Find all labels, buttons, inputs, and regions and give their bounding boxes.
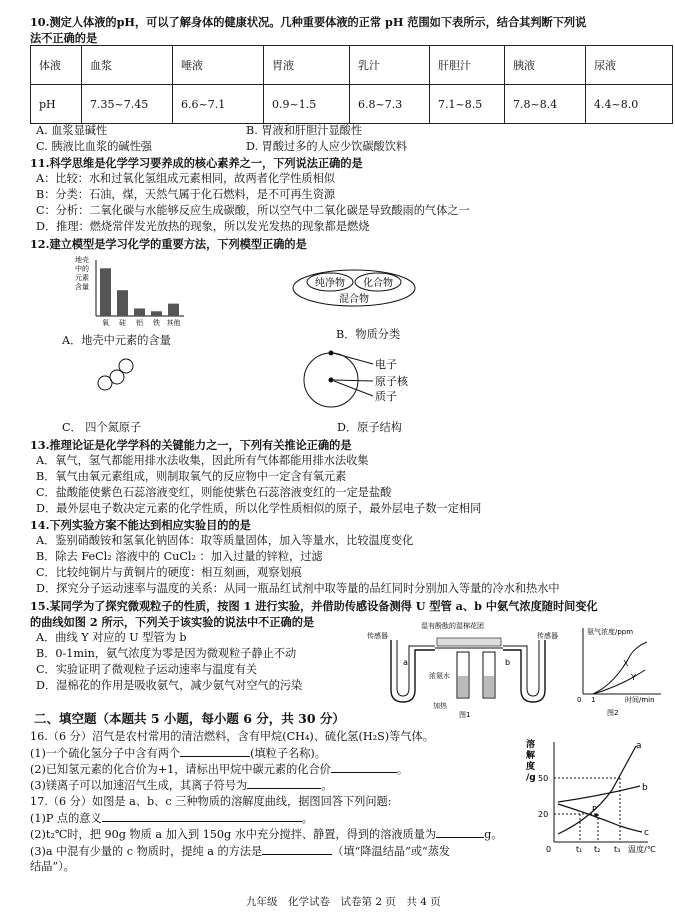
q12-caption-b: B．物质分类 (336, 328, 401, 341)
solubility-curve-graph (520, 738, 670, 854)
q13-option-b: B．氧气由氧元素组成，则制取氧气的反应物中一定含有氧元素 (36, 470, 347, 483)
table-cell: 胰液 (505, 46, 586, 85)
q11-option-b: B：分类：石油，煤，天然气属于化石燃料，是不可再生资源 (36, 188, 336, 201)
q13-stem: 13.推理论证是化学学科的关键能力之一，下列有关推论正确的是 (30, 438, 352, 452)
fig2-t1: 1 (591, 696, 596, 704)
table-cell: 7.1~8.5 (430, 85, 505, 124)
bar-category-label: 其他 (166, 319, 181, 327)
ph-table-header-row (31, 46, 673, 85)
answer-blank[interactable] (247, 777, 321, 789)
q17-line3-text: (3)a 中混有少量的 c 物质时，提纯 a 的方法是 (30, 845, 263, 858)
q16-line3-text: (3)镁离子可以加速沼气生成，其离子符号为 (30, 779, 248, 792)
atom-label-electron: 电子 (375, 358, 397, 371)
q14-stem: 14.下列实验方案不能达到相应实验目的的是 (30, 518, 251, 532)
q17-line1 (30, 810, 313, 827)
fig1-caption: 图1 (459, 711, 471, 719)
bar-氧 (100, 268, 111, 316)
q16-line2-text: (2)已知氢元素的化合价为+1，请标出甲烷中碳元素的化合价 (30, 763, 331, 776)
table-cell: pH (31, 85, 82, 124)
graph-y-tick-50: 50 (538, 774, 549, 783)
u-tube-apparatus-figure (365, 620, 573, 718)
ph-table-value-row (31, 85, 673, 124)
table-cell: 唾液 (173, 46, 264, 85)
table-cell: 6.6~7.1 (173, 85, 264, 124)
fig2-label-y: Y (631, 673, 636, 682)
crust-element-bar-chart (60, 254, 190, 330)
table-cell: 血浆 (82, 46, 173, 85)
q15-option-b: B．0-1min，氨气浓度为零是因为微观粒子静止不动 (36, 647, 297, 660)
q12-caption-a: A．地壳中元素的含量 (62, 334, 171, 347)
graph-ylabel-char: 解 (526, 751, 536, 761)
q16-line2-suffix: 。 (396, 763, 409, 776)
q10-option-d: D. 胃酸过多的人应少饮碳酸饮料 (246, 140, 408, 153)
chart-ylabel-line: 元素 (75, 274, 89, 282)
set-label-pure: 纯净物 (315, 278, 345, 289)
graph-ylabel-char: 溶 (526, 740, 536, 750)
bar-铝 (134, 308, 145, 316)
set-label-mixture: 混合物 (339, 294, 369, 305)
q10-option-c: C. 胰液比血浆的碱性强 (36, 140, 152, 153)
graph-tick-t1: t₁ (576, 845, 583, 854)
table-cell: 6.8~7.3 (350, 85, 430, 124)
answer-blank[interactable] (262, 843, 332, 855)
substance-classification-diagram (292, 268, 418, 308)
section-two-title: 二、填空题（本题共 5 小题，每小题 6 分，共 30 分） (34, 711, 345, 726)
electron-dot (329, 351, 334, 356)
q13-option-a: A．氧气，氢气都能用排水法收集，因此所有气体都能用排水法收集 (36, 454, 369, 467)
q10-option-b: B. 胃液和肝胆汁显酸性 (246, 124, 363, 137)
fig2-caption: 图2 (607, 709, 619, 717)
q10-option-a: A. 血浆显碱性 (36, 124, 108, 137)
q11-option-a: A：比较：水和过氧化氢组成元素相同，故两者化学性质相似 (36, 172, 335, 185)
graph-xlabel: 温度/℃ (628, 845, 656, 854)
bar-category-label: 氧 (102, 319, 109, 327)
q16-line1-suffix: (填粒子名称)。 (250, 747, 326, 760)
table-cell: 胃液 (264, 46, 350, 85)
four-nitrogen-atoms-diagram (96, 352, 156, 402)
curve-label-a: a (636, 741, 642, 751)
q16-stem: 16.（6 分）沼气是农村常用的清洁燃料，含有甲烷(CH₄)、硫化氢(H₂S)等气体。 (30, 730, 434, 743)
graph-ylabel-char: /g (526, 773, 536, 783)
fig1-heat-label: 加热 (433, 702, 447, 710)
q15-option-c: C．实验证明了微观粒子运动速率与温度有关 (36, 663, 258, 676)
table-cell: 乳汁 (350, 46, 430, 85)
q17-stem: 17.（6 分）如图是 a、b、c 三种物质的溶解度曲线，据图回答下列问题: (30, 795, 392, 808)
curve-x (593, 642, 647, 694)
fig1-sensor-right-label: 传感器 (537, 632, 558, 640)
answer-blank[interactable] (180, 745, 250, 757)
q15-stem-line2: 的曲线如图 2 所示，下列关于该实验的说法中不正确的是 (30, 615, 315, 629)
q17-line2-text: (2)t₂℃时，把 90g 物质 a 加入到 150g 水中充分搅拌、静置，得到的溶液质量为 (30, 828, 437, 841)
curve-y (593, 670, 645, 694)
set-label-compound: 化合物 (363, 278, 393, 289)
bar-category-label: 铁 (153, 319, 160, 327)
q17-line3-continued: 结晶”）。 (30, 860, 75, 873)
chart-ylabel-line: 含量 (75, 283, 89, 291)
fig1-cotton-label: 湿有酚酞的湿棉花团 (421, 622, 484, 630)
atom-label-proton: 质子 (375, 390, 397, 403)
answer-blank[interactable] (331, 761, 397, 773)
graph-origin: 0 (546, 845, 552, 854)
atom-circle (98, 376, 112, 390)
page-footer: 九年级 化学试卷 试卷第 2 页 共 4 页 (246, 896, 441, 908)
curve-label-c: c (644, 828, 649, 838)
table-cell: 0.9~1.5 (264, 85, 350, 124)
q17-line3 (30, 843, 450, 860)
q17-line2-suffix: g。 (484, 828, 503, 841)
fig1-sensor-left-label: 传感器 (367, 632, 388, 640)
table-cell: 4.4~8.0 (586, 85, 673, 124)
q11-option-c: C：分析：二氧化碳与水能够反应生成碳酸，所以空气中二氧化碳是导致酸雨的气体之一 (36, 204, 470, 217)
bar-category-label: 铝 (136, 319, 143, 327)
q11-option-d: D．推理：燃烧常伴发光放热的现象，所以发光发热的现象都是燃烧 (36, 220, 370, 233)
table-cell: 体液 (31, 46, 82, 85)
q13-option-d: D．最外层电子数决定元素的化学性质，所以化学性质相似的原子，最外层电子数一定相同 (36, 502, 482, 515)
fig2-origin: 0 (577, 696, 582, 704)
q17-line1-text: (1)P 点的意义 (30, 812, 102, 825)
point-label-p: P (592, 805, 597, 814)
fig2-xlabel: 时间/min (625, 696, 655, 704)
fig1-ammonia-label: 浓氨水 (429, 672, 450, 680)
pointer-line (333, 353, 373, 364)
table-cell: 7.35~7.45 (82, 85, 173, 124)
q12-caption-d: D．原子结构 (337, 421, 402, 434)
graph-ylabel-char: 度 (526, 762, 536, 772)
curve-label-b: b (642, 783, 648, 793)
bar-其他 (168, 304, 179, 316)
u-tube-a-inner (397, 640, 435, 696)
q16-line3-suffix: 。 (321, 779, 333, 792)
chart-ylabel-line: 地壳 (75, 256, 89, 264)
q14-option-b: B．除去 FeCl₂ 溶液中的 CuCl₂ ：加入过量的锌粒，过滤 (36, 550, 323, 563)
table-cell: 肝胆汁 (430, 46, 505, 85)
q11-stem: 11.科学思维是化学学习要养成的核心素养之一，下列说法正确的是 (30, 156, 363, 170)
graph-y-tick-20: 20 (538, 810, 549, 819)
ph-table (30, 45, 673, 124)
nucleus-dot (329, 378, 334, 383)
table-cell: 7.8~8.4 (505, 85, 586, 124)
q15-option-a: A．曲线 Y 对应的 U 型管为 b (36, 631, 187, 644)
answer-blank[interactable] (102, 810, 302, 822)
q12-caption-c: C． 四个氮原子 (62, 421, 142, 434)
q17-line1-suffix: 。 (301, 812, 313, 825)
ammonia-concentration-graph (575, 624, 671, 718)
pointer-line (334, 381, 373, 396)
atom-label-nucleus: 原子核 (375, 375, 408, 388)
fig2-label-x: X (623, 659, 629, 668)
q15-option-d: D．湿棉花的作用是吸收氨气，减少氨气对空气的污染 (36, 679, 303, 692)
pointer-line (333, 380, 373, 381)
q15-stem-line1: 15.某同学为了探究微观粒子的性质，按图 1 进行实验，并借助传感设备测得 U 型管 a、b 中氨气浓度随时间变化 (30, 599, 598, 613)
bar-category-label: 硅 (119, 319, 126, 327)
bar-铁 (151, 311, 162, 316)
q10-stem-line2: 法不正确的是 (30, 31, 98, 45)
q14-option-c: C．比较纯铜片与黄铜片的硬度：相互刻画，观察划痕 (36, 566, 302, 579)
q14-option-a: A．鉴别硝酸铵和氢氧化钠固体：取等质量固体，加入等量水，比较温度变化 (36, 534, 414, 547)
ammonia-liquid (484, 676, 494, 697)
q13-option-c: C．盐酸能使紫色石蕊溶液变红，则能使紫色石蕊溶液变红的一定是盐酸 (36, 486, 392, 499)
q16-line1 (30, 745, 326, 762)
table-cell: 尿液 (586, 46, 673, 85)
q16-line1-text: (1)一个硫化氢分子中含有两个 (30, 747, 181, 760)
curve-b (558, 786, 640, 802)
fig1-label-a: a (403, 658, 408, 667)
atom-structure-diagram (303, 350, 443, 414)
ammonia-liquid (458, 676, 468, 697)
graph-tick-t3: t₃ (614, 845, 621, 854)
q17-line2 (30, 826, 503, 843)
chart-ylabel-line: 中的 (75, 265, 89, 273)
wet-cotton (437, 638, 501, 646)
fig1-label-b: b (505, 658, 511, 667)
graph-tick-t2: t₂ (594, 845, 601, 854)
bar-硅 (117, 290, 128, 316)
q12-stem: 12.建立模型是学习化学的重要方法，下列模型正确的是 (30, 237, 307, 251)
fig2-ylabel: 氨气浓度/ppm (587, 628, 634, 636)
q10-stem-line1: 10.测定人体液的pH，可以了解身体的健康状况。几种重要体液的正常 pH 范围如下表所示，结合其判断下列说 (30, 15, 587, 29)
q14-option-d: D．探究分子运动速率与温度的关系：从同一瓶品红试剂中取等量的品红同时分别加入等量的冷水和热水中 (36, 582, 560, 595)
q16-line3 (30, 777, 332, 794)
q17-line3-suffix: （填“降温结晶”或“蒸发 (332, 845, 451, 858)
answer-blank[interactable] (436, 826, 484, 838)
q16-line2 (30, 761, 408, 778)
